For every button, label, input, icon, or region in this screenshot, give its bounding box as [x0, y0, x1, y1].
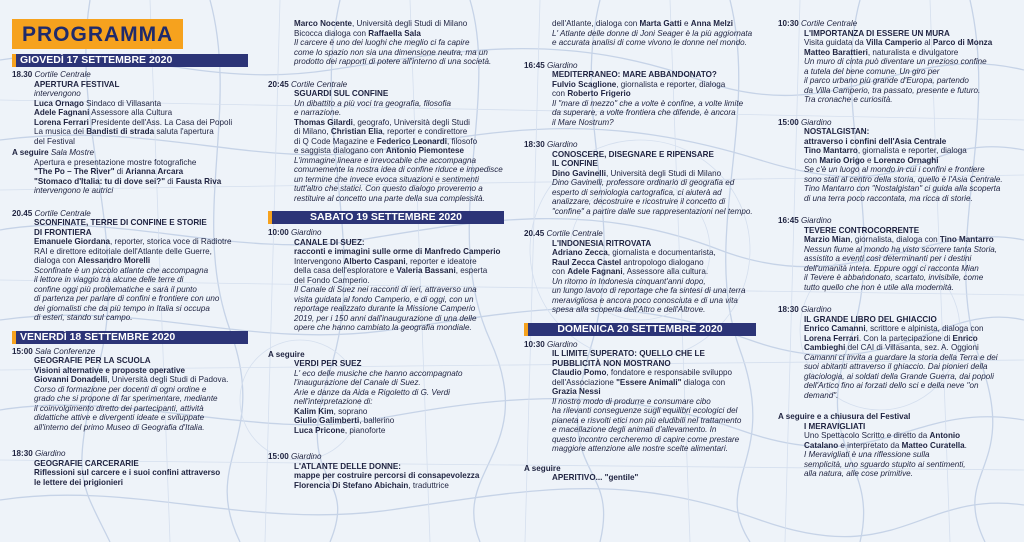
event-mediterraneo: 16:45 Giardino MEDITERRANEO: MARE ABBANDONATO? Fulvio Scaglione, giornalista e reporter, dialoga con Roberto Frigerio Il "mare di mezzo" che a volte è confine, a volte limite da superare, a volte frontiera che difende, è ancora il Mare Nostrum?: [524, 60, 744, 127]
event-canale-suez: 10:00 Giardino CANALE DI SUEZ: racconti e immagini sulle orme di Manfredo Camperio Intervengono Alberto Caspani, reporter e ideatore della casa dell'esploratore e Valeria Bassani, esperta del Fondo Camperio. Il Canale di Suez nei racconti di ieri, attraverso una visita guidata al fondo Camperio, e di oggi, con un reportage realizzato durante la Missione Camperio 2019, per i 150 anni dall'inaugurazione di una delle opere che hanno cambiato la geografia mondiale.: [268, 228, 501, 332]
event-geografie-scuola: 15:00 Sala Conferenze GEOGRAFIE PER LA SCUOLA Visioni alternative e proposte operative Giovanni Donadelli, Università degli Studi di Padova. Corso di formazione per docenti di ogni ordine e grado che si propone di far sperimentare, mediante il coinvolgimento diretto dei partecipanti, attività didattiche attive e divergenti ideate e sviluppate all'interno del primo Museo di Geografia d'Italia.: [12, 346, 229, 432]
event-nostalgistan: 15:00 Giardino NOSTALGISTAN: attraverso i confini dell'Asia Centrale Tino Mantarro, giornalista e reporter, dialoga con Mario Origo e Lorenzo Ornaghi Se c'è un luogo al mondo in cui i confini e frontiere sono stati al centro della storia, quello è l'Asia Centrale. Tino Mantarro con "Nostalgistan" ci guida alla scoperta di una terra poco raccontata, ma ricca di storie.: [778, 117, 1003, 203]
event-aperitivo: A seguire APERITIVO... "gentile": [524, 463, 639, 482]
event-atlante-continued: dell'Atlante, dialoga con Marta Gatti e Anna Melzi L' Atlante delle donne di Joni Seager è la più aggiornata e accurata analisi di come vivono le donne nel mondo.: [552, 19, 753, 47]
event-indonesia: 20.45 Cortile Centrale L'INDONESIA RITROVATA Adriano Zecca, giornalista e documentarista, Raul Zecca Castel antropologo dialogano con Adele Fagnani, Assessore alla cultura. Un ritorno in Indonesia cinquant'anni dopo, un lungo lavoro di reportage che fa sintesi di una terra meravigliosa e ancora poco conosciuta e di una vita spesa alla scoperta dell'Altro e dell'Altrove.: [524, 229, 746, 314]
event-ripensare-confine: 18:30 Giardino CONOSCERE, DISEGNARE E RIPENSARE IL CONFINE Dino Gavinelli, Università degli Studi di Milano Dino Gavinelli, professore ordinario di geografia ed esperto di semiologia cartografica, ci aiuterà ad analizzare, decostruire e ricostruire il concetto di "confine" a partire dalle sue rappresentazioni nel tempo.: [524, 140, 753, 216]
event-time: 18.30 Cortile Centrale: [12, 70, 91, 79]
event-libro-ghiaccio: 18:30 Giardino IL GRANDE LIBRO DEL GHIACCIO Enrico Camanni, scrittore e alpinista, dialoga con Lorena Ferrari. Con la partecipazione di Enrico Cambieghi del CAI di Villasanta, sez. A. Oggioni Camanni ci invita a guardare la storia della Terra e dei suoi abitanti attraverso il ghiaccio. Dai pionieri della glaciologia, ai soldati della Grande Guerra, dai popoli dell'Artico fino ai forzati dello sci e della neve "on demand".: [778, 305, 998, 400]
column-3: [524, 0, 756, 483]
event-atlante-donne: 15:00 Giardino L'ATLANTE DELLE DONNE: mappe per costruire percorsi di consapevolezza Florencia Di Stefano Abichain, traduttrice: [268, 452, 480, 490]
event-meravigliati: A seguire e a chiusura del Festival I MERAVIGLIATI Uno Spettacolo Scritto e diretto da Antonio Catalano e interpretato da Matteo Curatella. I Meravigliati è una riflessione sulla semplicità, uno sguardo stupito ai sentimenti, alla natura, alle cose primitive.: [778, 412, 967, 478]
event-verdi-suez: A seguire VERDI PER SUEZ L' eco delle musiche che hanno accompagnato l'inaugurazione del Canale di Suez. Arie e danze da Aida e Rigoletto di G. Verdi nell'interpretazione di: Kalim Kim, soprano Giulio Galimberti, ballerino Luca Pricone, pianoforte: [268, 349, 463, 435]
page-title: PROGRAMMA: [12, 19, 183, 49]
event-tevere: 16:45 Giardino TEVERE CONTROCORRENTE Marzio Mian, giornalista, dialoga con Tino Mantarro Nessun fiume al mondo ha visto scorrere tanta Storia, assistito a eventi così determinanti per i destini dell'umanità intera. Eppure oggi ci racconta Mian il Tevere è abbandonato, scartato, invisibile, come tutto quello che non è utile alla modernità.: [778, 216, 997, 292]
day-header-friday: VENERDÌ 18 SETTEMBRE 2020: [12, 331, 248, 344]
day-header-saturday: SABATO 19 SETTEMBRE 2020: [268, 211, 504, 224]
event-sguardi-confine: 20:45 Cortile Centrale SGUARDI SUL CONFINE Un dibattito a più voci tra geografia, filosofia e narrazione. Thomas Gilardi, geografo, Università degli Studi di Milano, Christian Elia, reporter e condirettore di Q Code Magazine e Federico Leonardi, filosofo e saggista dialogano con Antonio Piemontese L'immagine lineare e irrevocabile che accompagna comunemente la nostra idea di confine riduce e impedisce un termine che invece evoca situazioni e sentimenti tutt'altro che statici. Con questo dialogo proveremo a restituire al concetto una parte della sua complessità.: [268, 79, 503, 203]
day-header-thursday: GIOVEDÌ 17 SETTEMBRE 2020: [12, 54, 248, 67]
event-geografie-carcerarie: 18:30 Giardino GEOGRAFIE CARCERARIE Riflessioni sul carcere e i suoi confini attraverso le lettere dei prigionieri: [12, 449, 221, 487]
event-mostre: A seguire Sala Mostre Apertura e presentazione mostre fotografiche "The Po – The River" di Arianna Arcara "Stomaco d'Italia: tu di dove sei?" di Fausta Riva intervengono le autrici: [12, 148, 222, 195]
event-limite-superato: 10:30 Giardino IL LIMITE SUPERATO: QUELLO CHE LE PUBBLICITÀ NON MOSTRANO Claudio Pomo, fondatore e responsabile sviluppo dell'Associazione "Essere Animali" dialoga con Grazia Nessi Il nostro modo di produrre e consumare cibo ha rilevanti conseguenze sugli equilibri ecologici del pianeta e risvolti etici non più eludibili nel trattamento e macellazione degli animali d'allevamento. In questo incontro cercheremo di capire come prestare maggiore attenzione alle nostre scelte alimentari.: [524, 339, 742, 453]
event-importanza-mura: 10:30 Cortile Centrale L'IMPORTANZA DI ESSERE UN MURA Visita guidata da Villa Camperio al Parco di Monza Matteo Barattieri, naturalista e divulgatore Un muro di cinta può diventare un prezioso confine a tutela del bene comune. Un giro per il parco urbano più grande d'Europa, partendo da Villa Camperio, tra passato, presente e futuro. Tra cronache e curiosità.: [778, 19, 993, 104]
column-2: [268, 0, 504, 490]
column-4: [778, 0, 1014, 479]
column-1: [12, 0, 248, 487]
event-apertura-festival: 18.30 Cortile Centrale APERTURA FESTIVAL intervengono Luca Ornago Sindaco di Villasanta Adele Fagnani Assessore alla Cultura Lorena Ferrari Presidente dell'Ass. La Casa dei Popoli La musica dei Bandisti di strada saluta l'apertura del Festival: [12, 70, 248, 146]
day-header-sunday: DOMENICA 20 SETTEMBRE 2020: [524, 323, 756, 336]
event-sconfinate: 20.45 Cortile Centrale SCONFINATE, TERRE DI CONFINE E STORIE DI FRONTIERA Emanuele Giordana, reporter, storica voce di Radiotre RAI e direttore editoriale dell'Atlante delle Guerre, dialoga con Alessandro Morelli Sconfinate è un piccolo atlante che accompagna il lettore in viaggio tra alcune delle terre di confine oggi più problematiche e sarà il punto di partenza per parlare di confini e frontiere con uno dei giornalisti che da più tempo in Italia si occupa di esteri, stando sul campo.: [12, 208, 232, 322]
event-carcerarie-continued: Marco Nocente, Università degli Studi di Milano Bicocca dialoga con Raffaella Sala Il carcere è uno dei luoghi che meglio ci fa capire come lo spazio non sia una dimensione neutra, ma un prodotto dei rapporti di potere all'interno di una società.: [294, 19, 492, 66]
